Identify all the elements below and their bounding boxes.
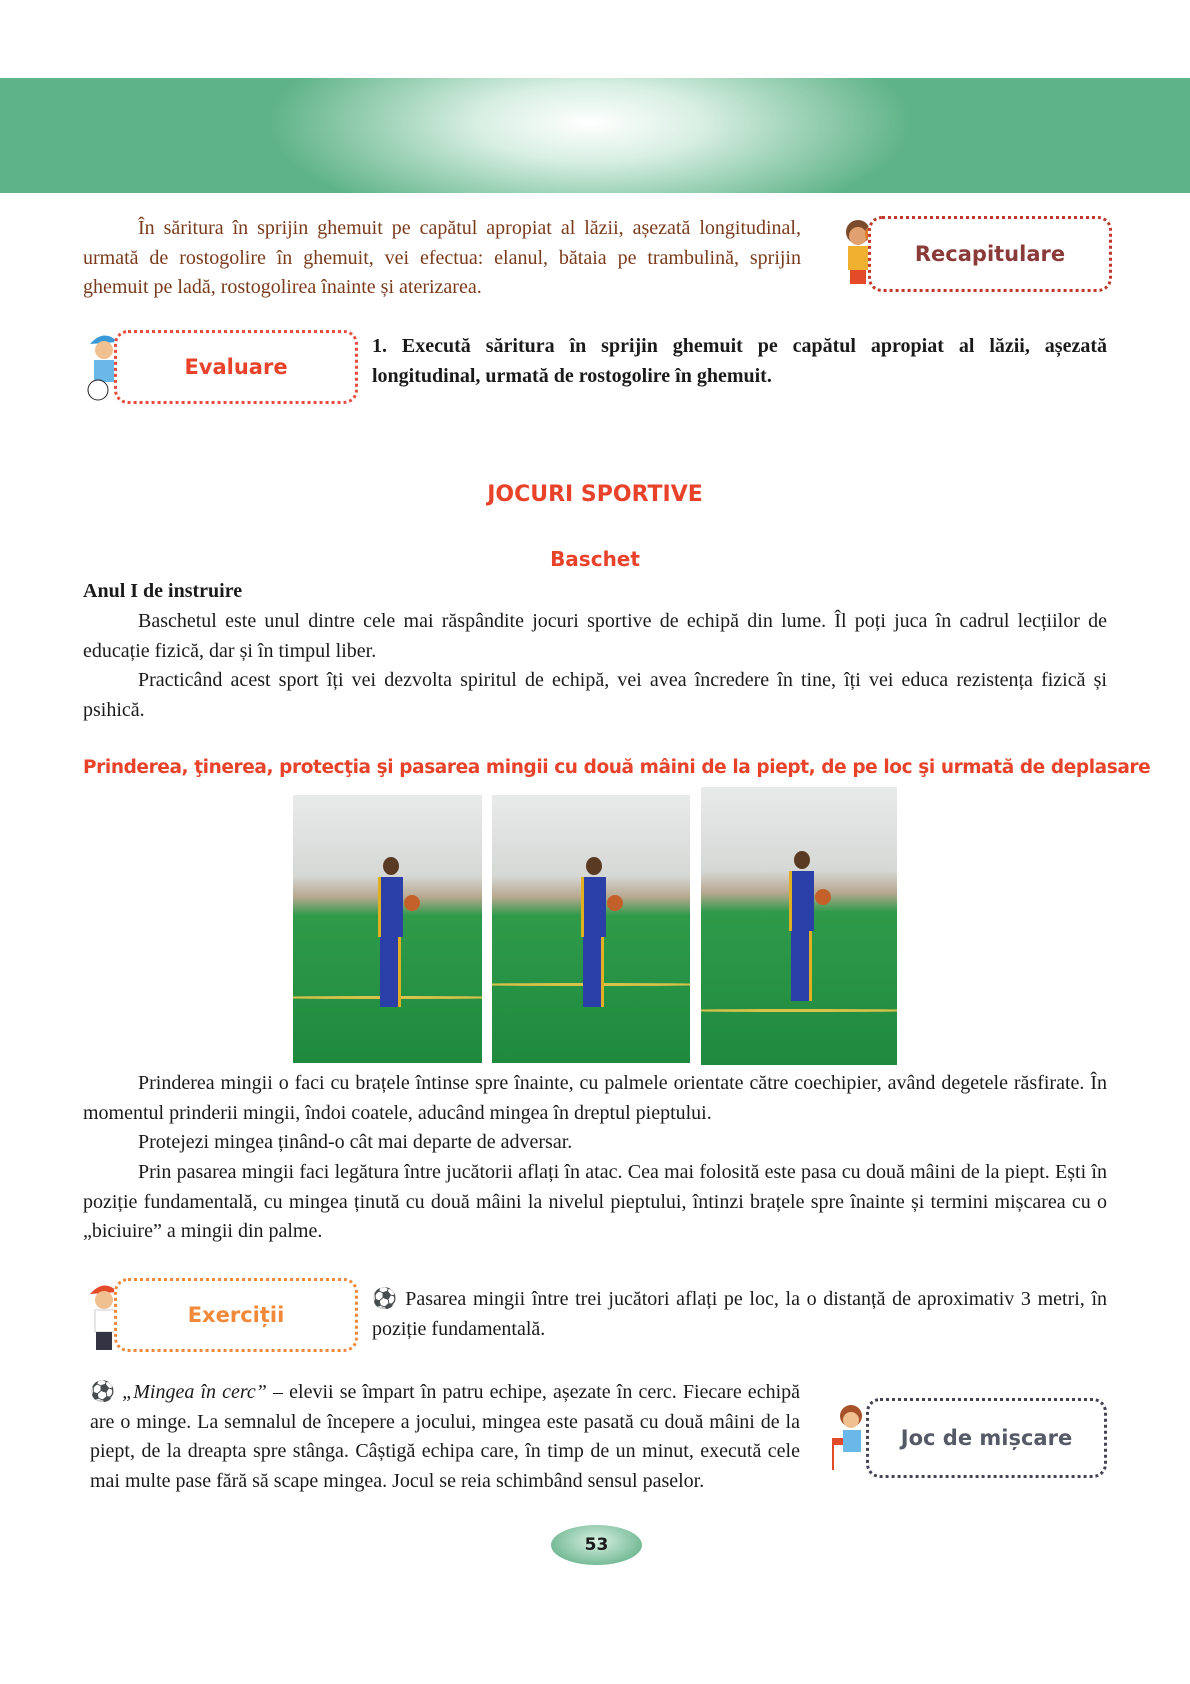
header-band — [0, 78, 1190, 193]
soccer-ball-icon: ⚽ — [90, 1381, 117, 1403]
exercises-badge: Exerciții — [114, 1278, 358, 1352]
intro-paragraph: În săritura în sprijin ghemuit pe capătul apropiat al lăzii, așezată longitudinal, urmată de rostogolire în ghemuit, vei efectua: elanul, bătaia pe trambulină, sprijin ghemuit pe ladă, rostogolirea înainte și aterizarea. — [83, 217, 801, 298]
photo-hold — [492, 795, 690, 1063]
technique-paragraph-2: Protejezi mingea ținând-o cât mai departe de adversar. — [138, 1131, 573, 1153]
subsection-title: Baschet — [550, 547, 640, 571]
technique-heading: Prinderea, ţinerea, protecţia şi pasarea mingii cu două mâini de la piept, de pe loc şi urmată de deplasare — [83, 757, 1151, 778]
photo-protect — [701, 787, 897, 1065]
photo-catch — [293, 795, 482, 1063]
exercise-text: Pasarea mingii între trei jucători aflați pe loc, la o distanță de aproximativ 3 metri, în poziție fundamentală. — [372, 1288, 1107, 1340]
game-badge: Joc de mișcare — [866, 1398, 1107, 1478]
exercise-item — [372, 1285, 1107, 1344]
year-label: Anul I de instruire — [83, 580, 243, 602]
game-title: „Mingea în cerc” — [122, 1381, 267, 1403]
intro-paragraph-1: Baschetul este unul dintre cele mai răspândite jocuri sportive de echipă din lume. Îl poți juca în cadrul lecțiilor de educație fizică, dar și în timpul liber. — [83, 610, 1107, 662]
page-number: 53 — [551, 1525, 642, 1565]
eval-badge: Evaluare — [114, 330, 358, 404]
section-title: JOCURI SPORTIVE — [487, 482, 703, 507]
intro-paragraph-2: Practicând acest sport îți vei dezvolta spiritul de echipă, vei avea încredere în tine, îți vei educa rezistența fizică și psihică. — [83, 669, 1107, 721]
game-description — [90, 1378, 800, 1496]
soccer-ball-icon: ⚽ — [372, 1288, 399, 1310]
technique-paragraph-1: Prinderea mingii o faci cu brațele întinse spre înainte, cu palmele orientate către coechipier, având degetele răsfirate. În momentul prinderii mingii, îndoi coatele, aducând mingea în dreptul pieptului. — [83, 1072, 1107, 1124]
technique-paragraph-3: Prin pasarea mingii faci legătura între jucătorii aflați în atac. Cea mai folosită este pasa cu două mâini de la piept. Ești în poziție fundamentală, cu mingea ținută cu două mâini la nivelul pieptului, întinzi brațele spre înainte și termini mișcarea cu o „biciuire” a mingii din palme. — [83, 1161, 1107, 1242]
recap-badge: Recapitulare — [868, 216, 1112, 292]
eval-task: 1. Execută săritura în sprijin ghemuit pe capătul apropiat al lăzii, așezată longitudinal, urmată de rostogolire în ghemuit. — [372, 335, 1107, 387]
game-text: – elevii se împart în patru echipe, așezate în cerc. Fiecare echipă are o minge. La semnalul de începere a jocului, mingea este pasată cu două mâini de la piept, de la dreapta spre stânga. Câștigă echipa care, în timp de un minut, execută cele mai multe pase fără să scape mingea. Jocul se reia schimbând sensul paselor. — [90, 1381, 800, 1492]
